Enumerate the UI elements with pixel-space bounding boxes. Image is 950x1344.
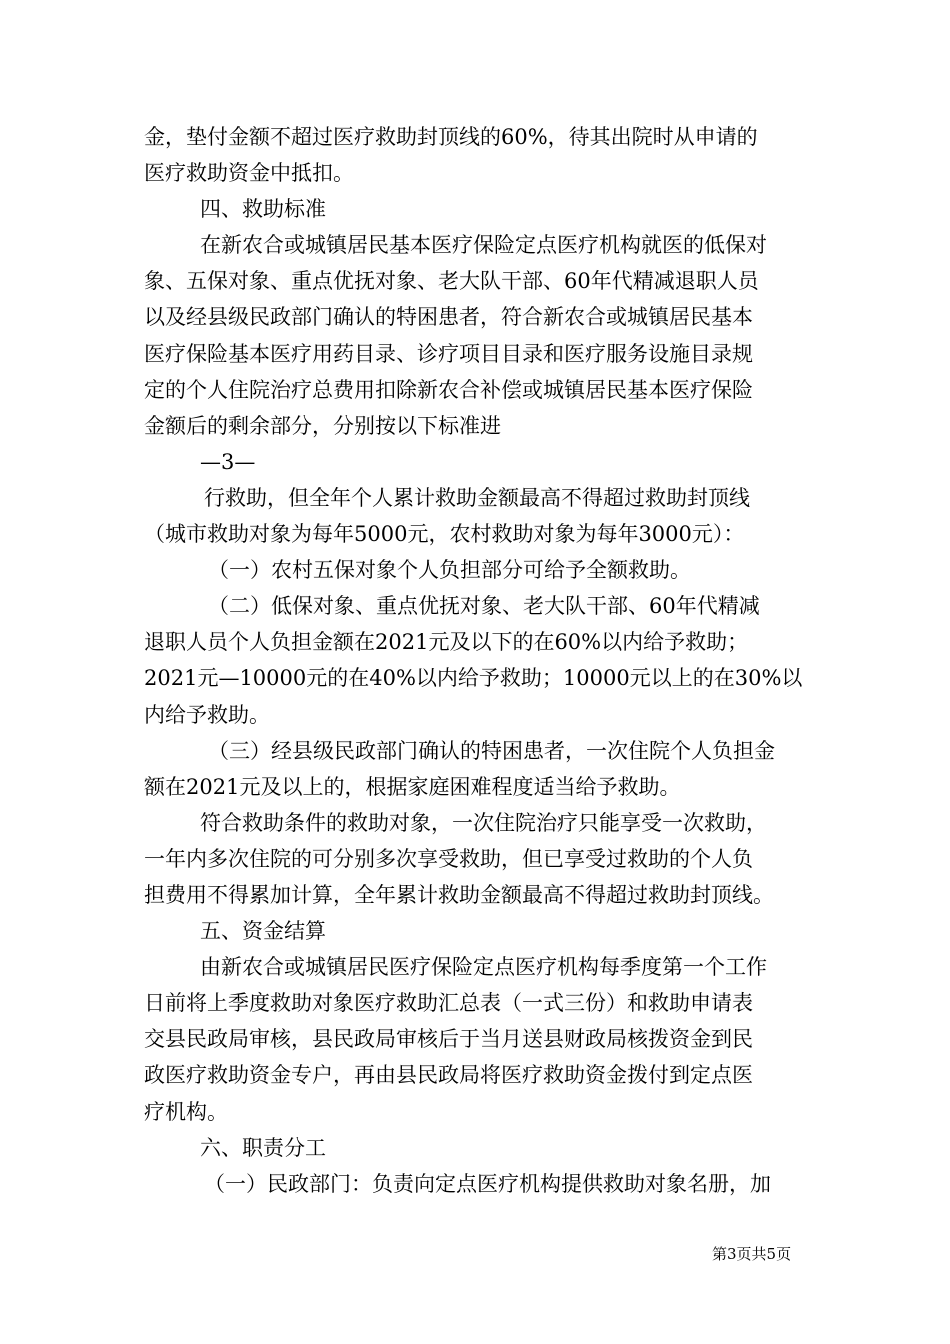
text-line: 额在2021元及以上的，根据家庭困难程度适当给予救助。 [144,774,681,799]
text-line: 日前将上季度救助对象医疗救助汇总表（一式三份）和救助申请表 [144,991,753,1016]
text-line: 一年内多次住院的可分别多次享受救助，但已享受过救助的个人负 [144,846,753,871]
text-line: 金，垫付金额不超过医疗救助封顶线的60%，待其出院时从申请的 [144,125,758,149]
text-line: （一）农村五保对象个人负担部分可给予全额救助。 [208,558,691,583]
text-line: 退职人员个人负担金额在2021元及以下的在60%以内给予救助； [144,630,749,655]
text-line: 医疗救助资金中抵扣。 [144,161,354,186]
text-line: 在新农合或城镇居民基本医疗保险定点医疗机构就医的低保对 [200,233,767,258]
page-marker: —3— [200,449,256,474]
text-line: 2021元—10000元的在40%以内给予救助；10000元以上的在30%以 [144,666,803,691]
text-line: 医疗保险基本医疗用药目录、诊疗项目目录和医疗服务设施目录规 [144,341,753,366]
section-heading: 六、职责分工 [200,1135,326,1160]
text-line: （城市救助对象为每年5000元，农村救助对象为每年3000元）： [144,522,745,547]
text-line: 担费用不得累加计算，全年累计救助金额最高不得超过救助封顶线。 [144,882,774,907]
text-line: 定的个人住院治疗总费用扣除新农合补偿或城镇居民基本医疗保险 [144,377,753,402]
text-line: 金额后的剩余部分，分别按以下标准进 [144,413,501,438]
text-line: （二）低保对象、重点优抚对象、老大队干部、60年代精减 [208,594,760,619]
body-text [144,119,814,1202]
text-line: 政医疗救助资金专户，再由县民政局将医疗救助资金拨付到定点医 [144,1063,753,1088]
text-line: 交县民政局审核，县民政局审核后于当月送县财政局核拨资金到民 [144,1027,753,1052]
text-line: 内给予救助。 [144,702,270,727]
text-line: 行救助，但全年个人累计救助金额最高不得超过救助封顶线 [204,485,750,510]
section-heading: 四、救助标准 [200,197,326,222]
section-heading: 五、资金结算 [200,919,326,944]
text-line: 以及经县级民政部门确认的特困患者，符合新农合或城镇居民基本 [144,305,753,330]
text-line: （一）民政部门：负责向定点医疗机构提供救助对象名册，加 [204,1171,771,1196]
text-line: （三）经县级民政部门确认的特困患者，一次住院个人负担金 [208,738,775,763]
text-line: 象、五保对象、重点优抚对象、老大队干部、60年代精减退职人员 [144,269,759,294]
text-line: 由新农合或城镇居民医疗保险定点医疗机构每季度第一个工作 [200,955,767,980]
text-line: 符合救助条件的救助对象，一次住院治疗只能享受一次救助， [200,810,767,835]
text-line: 疗机构。 [144,1099,228,1124]
page-footer: 第3页共5页 [712,1245,792,1263]
